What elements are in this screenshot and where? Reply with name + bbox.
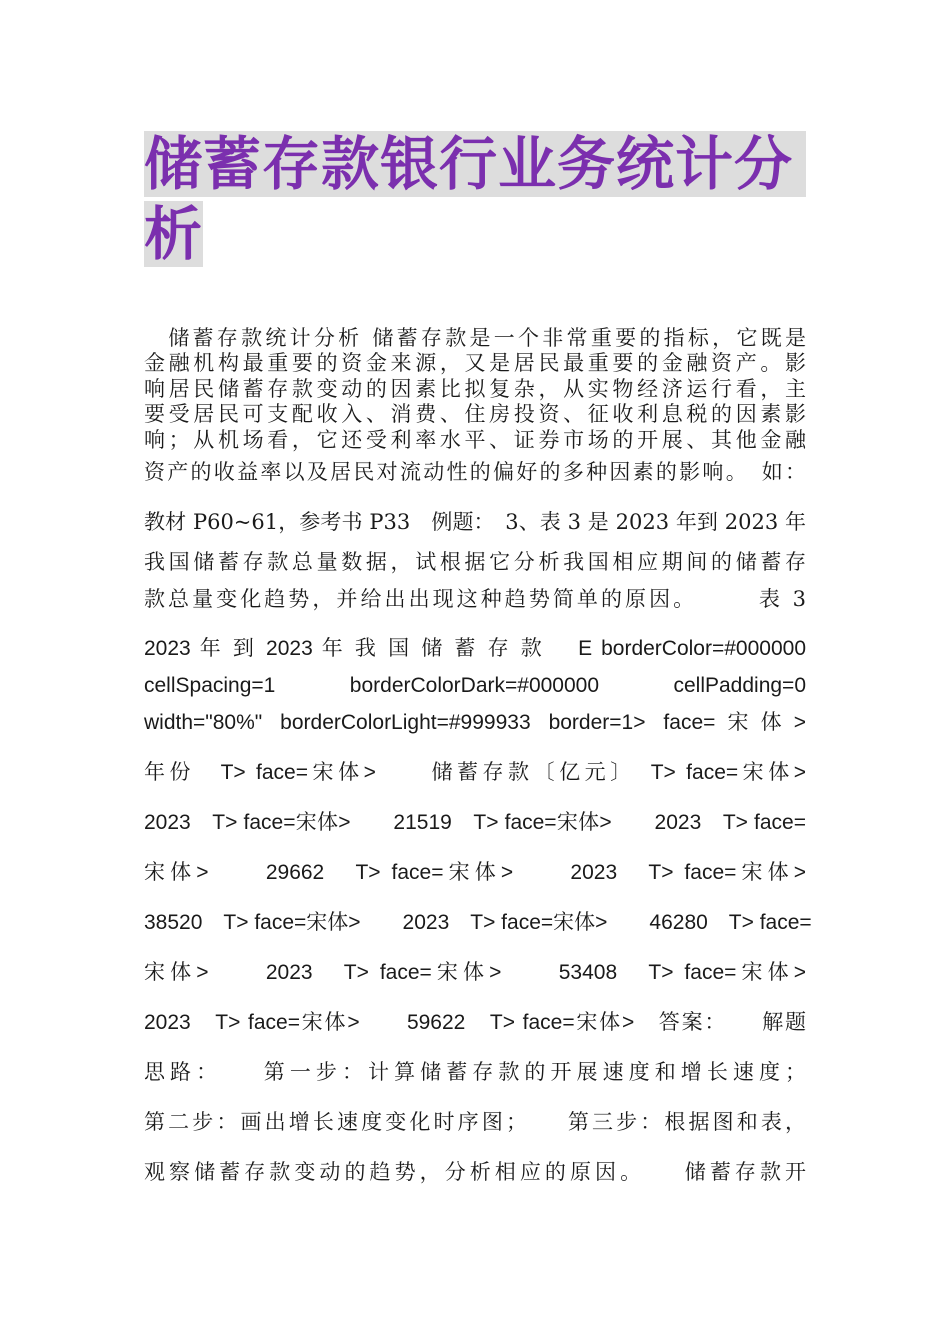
body-line: 资产的收益率以及居民对流动性的偏好的多种因素的影响。 如： <box>144 460 806 484</box>
body-line: 响；从机场看，它还受利率水平、证券市场的开展、其他金融 <box>144 428 806 452</box>
body-line: 第二步：画出增长速度变化时序图； 第三步：根据图和表， <box>144 1110 806 1134</box>
body-line: 38520 T> face=宋体> 2023 T> face=宋体> 46280 T> face= <box>144 911 812 934</box>
body-line: cellSpacing=1 borderColorDark=#000000 cellPadding=0 <box>144 674 806 697</box>
body-line: 年份 T> face=宋体> 储蓄存款〔亿元〕 T> face=宋体> <box>144 761 806 784</box>
body-line: 宋体> 2023 T> face=宋体> 53408 T> face=宋体> <box>144 961 806 984</box>
body-line: 响居民储蓄存款变动的因素比拟复杂，从实物经济运行看，主 <box>144 377 806 401</box>
document-title-line-2: 析 <box>144 200 204 268</box>
body-line: width="80%" borderColorLight=#999933 border=1> face=宋体> <box>144 711 806 734</box>
body-line: 教材 P60~61，参考书 P33 例题： 3、表 3 是 2023 年到 2023 年 <box>144 510 806 534</box>
document-title-line-1: 储蓄存款银行业务统计分 <box>144 131 806 197</box>
body-line: 2023 年 到 2023 年 我 国 储 蓄 存 款 E borderColor=#000000 <box>144 637 806 660</box>
body-line: 观察储蓄存款变动的趋势，分析相应的原因。 储蓄存款开 <box>144 1160 806 1184</box>
body-line: 储蓄存款统计分析 储蓄存款是一个非常重要的指标，它既是 <box>144 326 806 350</box>
body-line: 2023 T> face=宋体> 21519 T> face=宋体> 2023 T> face= <box>144 811 806 834</box>
body-line: 款总量变化趋势，并给出出现这种趋势简单的原因。 表 3 <box>144 587 806 611</box>
body-line: 2023 T> face=宋体> 59622 T> face=宋体> 答案： 解题 <box>144 1011 806 1034</box>
body-line: 宋体> 29662 T> face=宋体> 2023 T> face=宋体> <box>144 861 806 884</box>
body-line: 要受居民可支配收入、消费、住房投资、征收利息税的因素影 <box>144 402 806 426</box>
body-line: 金融机构最重要的资金来源，又是居民最重要的金融资产。影 <box>144 351 806 375</box>
body-line: 我国储蓄存款总量数据，试根据它分析我国相应期间的储蓄存 <box>144 550 806 574</box>
body-line: 思路： 第一步：计算储蓄存款的开展速度和增长速度； <box>144 1060 806 1084</box>
